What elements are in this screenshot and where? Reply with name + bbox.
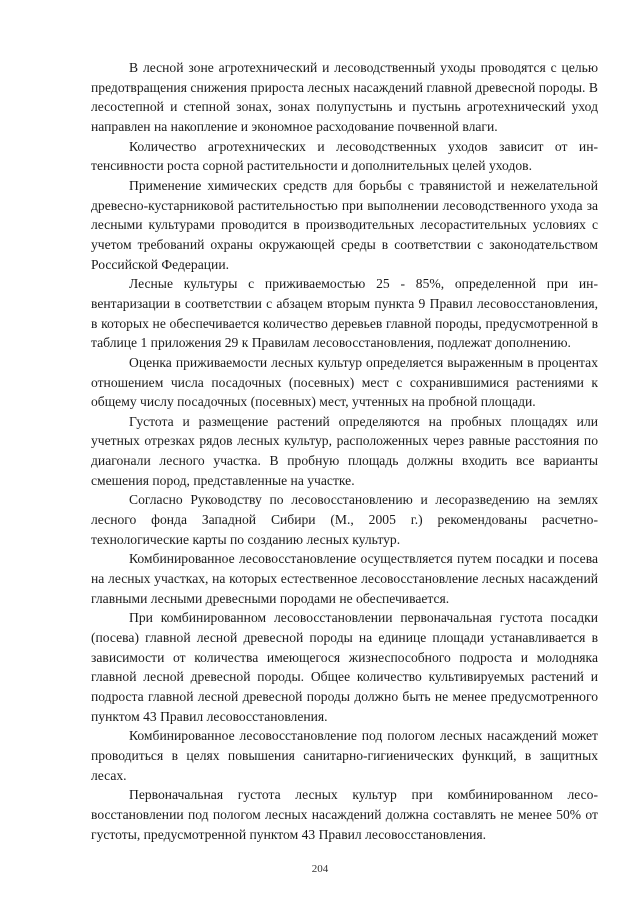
paragraph-5: Оценка приживаемости лесных культур определяется выраженным в процентах отношением числа посадочных (посевных) мест с сохранившимися растениями к общему числу посадочных (посевных) мест, учтенных на пробной площади. xyxy=(91,354,598,410)
paragraph-1: В лесной зоне агротехнический и лесоводственный уходы проводятся с целью предотвращения снижения прироста лесных насаждений главной древесной породы. В лесостепной и степной зонах, зонах полупустынь и пустынь агротехнический уход направлен на накопление и экономное расходование почвенной влаги. xyxy=(91,60,598,134)
paragraph-8: Комбинированное лесовосстановление осуществляется путем посадки и посева на лесных участках, на которых естественное лесовосстановление лесных насаждений главными лесными древесными породами не обеспечивается. xyxy=(91,551,598,606)
paragraph-11: Первоначальная густота лесных культур при комбинированном лесовосстановлении под пологом лесных насаждений должна составлять не менее 50% от густоты, предусмотренной пунктом 43 Правил лесовосстановления. xyxy=(91,787,598,842)
body-text xyxy=(91,58,598,844)
paragraph-2: Количество агротехнических и лесоводственных уходов зависит от интенсивности роста сорной растительности и дополнительных целей уходов. xyxy=(91,138,598,174)
page-number: 204 xyxy=(311,863,329,875)
paragraph-7: Согласно Руководству по лесовосстановлению и лесоразведению на землях лесного фонда Западной Сибири (М., 2005 г.) рекомендованы расчетно-технологические карты по созданию лесных культур. xyxy=(91,492,598,547)
paragraph-6: Густота и размещение растений определяются на пробных площадях или учетных отрезках рядов лесных культур, расположенных через равные расстояния по диагонали лесного участка. В пробную площадь должны входить все варианты смешения пород, представленные на участке. xyxy=(91,413,598,488)
paragraph-10: Комбинированное лесовосстановление под пологом лесных насаждений может проводиться в целях повышения санитарно-гигиенических функций, в защитных лесах. xyxy=(91,728,598,783)
paragraph-3: Применение химических средств для борьбы с травянистой и нежелательной древесно-кустарниковой растительностью при выполнении лесоводственного ухода за лесными культурами проводится в производительных лесорастительных условиях с учетом требований охраны окружающей среды в соответствии с законодательством Российской Федерации. xyxy=(91,177,598,272)
paragraph-9: При комбинированном лесовосстановлении первоначальная густота посадки (посева) главной лесной древесной породы на единице площади устанавливается в зависимости от количества имеющегося жизнеспособного подроста и молодняка главной лесной древесной породы. Общее количество культивируемых растений и подроста главной лесной древесной породы должно быть не менее предусмотренного пунктом 43 Правил лесовосстановления. xyxy=(91,610,598,724)
paragraph-4: Лесные культуры с приживаемостью 25 - 85%, определенной при инвентаризации в соответствии с абзацем вторым пункта 9 Правил лесовосстановления, в которых не обеспечивается количество деревьев главной породы, предусмотренной в таблице 1 приложения 29 к Правилам лесовосстановления, подлежат дополнению. xyxy=(91,276,598,351)
